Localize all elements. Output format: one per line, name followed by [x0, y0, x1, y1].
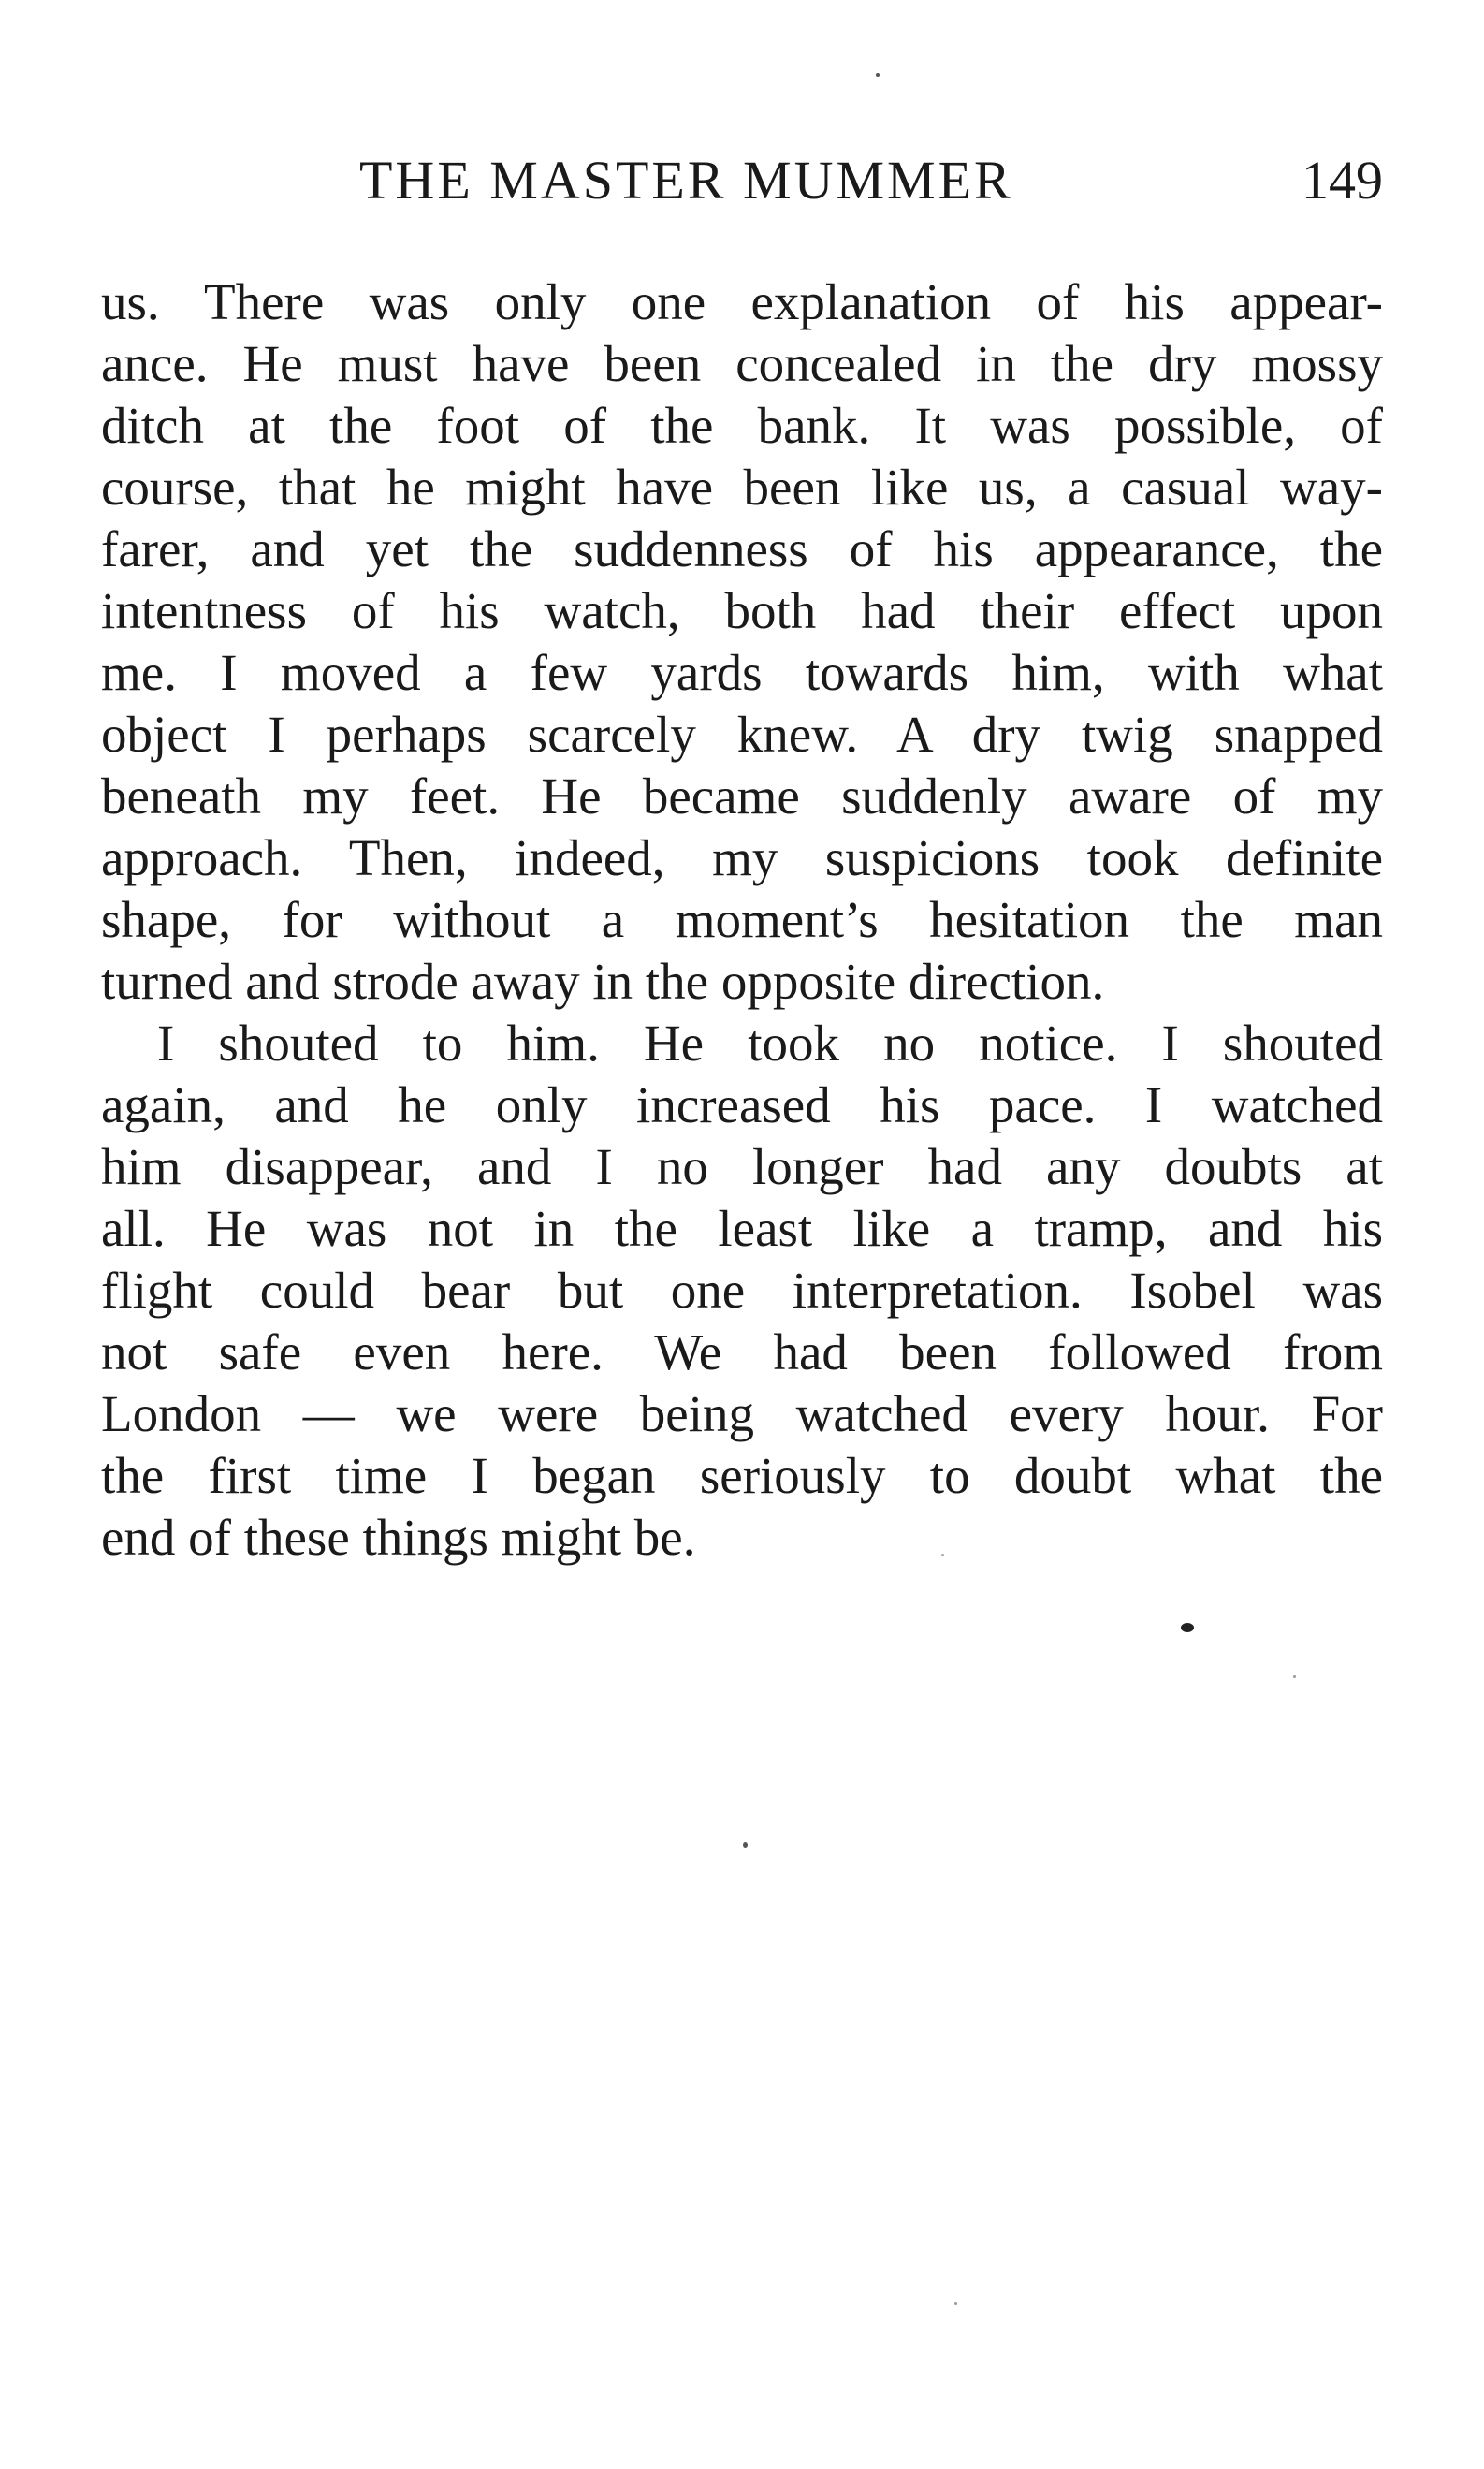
- text-line: London — we were being watched every hour. For: [101, 1385, 1383, 1442]
- scan-speck: [1293, 1675, 1296, 1678]
- text-line: turned and strode away in the opposite direction.: [101, 953, 1105, 1010]
- running-head: [101, 148, 1383, 213]
- scan-speck: [941, 1554, 944, 1556]
- text-line: end of these things might be.: [101, 1509, 696, 1566]
- scan-speck: [954, 2302, 957, 2305]
- text-line: all. He was not in the least like a tramp, and his: [101, 1200, 1383, 1257]
- text-line: shape, for without a moment’s hesitation the man: [101, 891, 1383, 948]
- page-number: 149: [1302, 150, 1383, 211]
- body-text: [101, 271, 1383, 1569]
- text-line: again, and he only increased his pace. I watched: [101, 1076, 1383, 1133]
- text-line: ditch at the foot of the bank. It was possible, of: [101, 397, 1383, 454]
- text-line: not safe even here. We had been followed from: [101, 1323, 1383, 1381]
- text-line: course, that he might have been like us, a casual way-: [101, 459, 1383, 516]
- text-line: ance. He must have been concealed in the dry mossy: [101, 335, 1383, 392]
- scan-speck: [1181, 1623, 1194, 1632]
- text-line: us. There was only one explanation of his appear-: [101, 273, 1383, 330]
- text-line: beneath my feet. He became suddenly aware of my: [101, 767, 1383, 825]
- running-title: THE MASTER MUMMER: [359, 150, 1013, 211]
- text-line: the first time I began seriously to doubt what the: [101, 1447, 1383, 1504]
- scan-speck: [876, 73, 880, 77]
- text-line: me. I moved a few yards towards him, with what: [101, 644, 1383, 701]
- text-line: approach. Then, indeed, my suspicions took definite: [101, 829, 1383, 886]
- text-line: object I perhaps scarcely knew. A dry twig snapped: [101, 706, 1383, 763]
- text-line: I shouted to him. He took no notice. I shouted: [157, 1015, 1383, 1072]
- text-line: farer, and yet the suddenness of his appearance, the: [101, 520, 1383, 577]
- text-line: intentness of his watch, both had their effect upon: [101, 582, 1383, 639]
- paragraph-1: [101, 271, 1383, 1013]
- text-line: him disappear, and I no longer had any doubts at: [101, 1138, 1383, 1195]
- scan-speck: [743, 1842, 748, 1848]
- text-line: flight could bear but one interpretation. Isobel was: [101, 1262, 1383, 1319]
- paragraph-2: [101, 1013, 1383, 1569]
